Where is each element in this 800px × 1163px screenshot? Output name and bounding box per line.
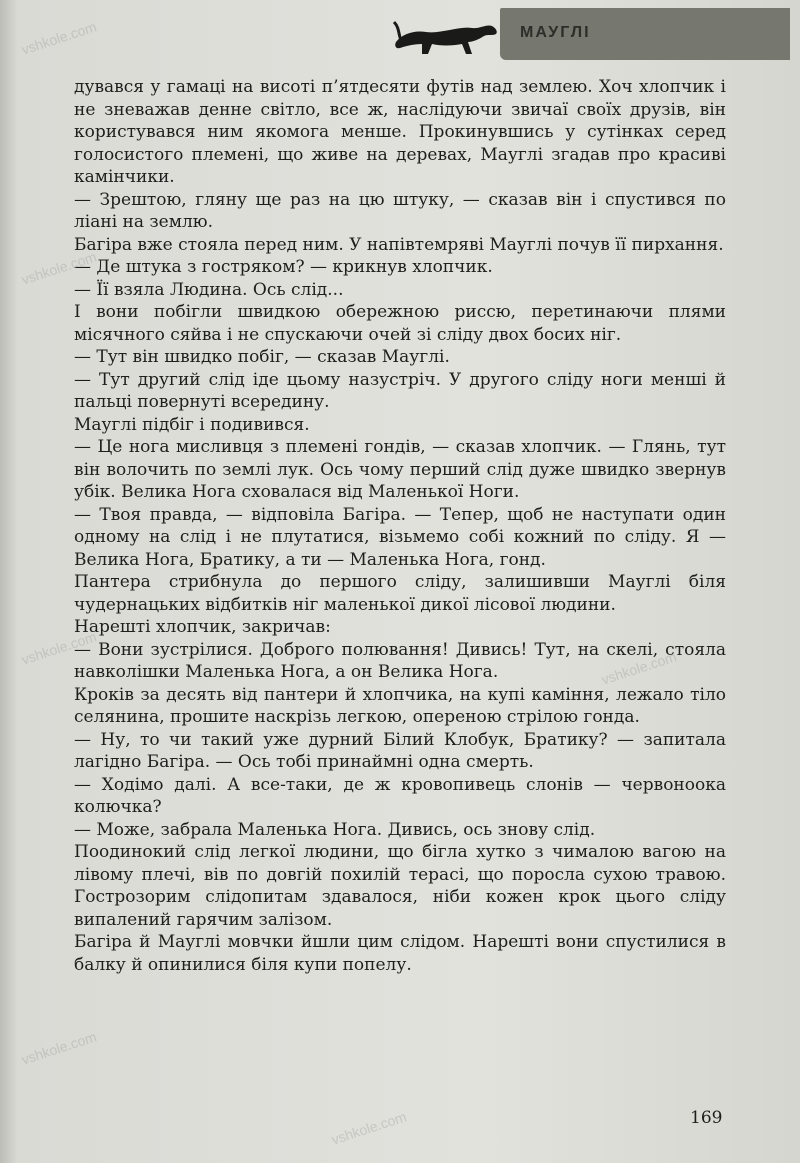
paragraph: — Вони зустрілися. Доброго полювання! Дивись! Тут, на скелі, стояла навколішки Маленька Нога, а он Велика Нога. bbox=[74, 639, 726, 682]
paragraph: Кроків за десять від пантери й хлопчика, на купі каміння, лежало тіло селянина, прошите наскрізь легкою, опереною стрілою гонда. bbox=[74, 684, 726, 727]
paragraph: — Твоя правда, — відповіла Багіра. — Тепер, щоб не наступати один одному на слід і не плутатися, візьмемо собі кожний по сліду. Я — Велика Нога, Братику, а ти — Маленька Нога, гонд. bbox=[74, 504, 726, 570]
paragraph: — Це нога мисливця з племені гондів, — сказав хлопчик. — Глянь, тут він волочить по землі лук. Ось чому перший слід дуже швидко звернув убік. Велика Нога сховалася від Маленької Ноги. bbox=[74, 437, 726, 502]
paragraph: — Тут він швидко побіг, — сказав Мауглі. bbox=[74, 347, 450, 367]
paragraph: І вони побігли швидкою обережною риссю, перетинаючи плями місячного сяйва і не спускаючи очей зі сліду двох босих ніг. bbox=[74, 302, 726, 345]
paragraph: Багіра вже стояла перед ним. У напівтемряві Мауглі почув її пирхання. bbox=[74, 234, 724, 255]
watermark: vshkole.com bbox=[19, 248, 99, 288]
paragraph: — Тут другий слід іде цьому назустріч. У другого сліду ноги менші й пальці повернуті всередину. bbox=[74, 369, 726, 412]
watermark: vshkole.com bbox=[19, 628, 99, 668]
watermark: vshkole.com bbox=[19, 18, 99, 58]
page-number: 169 bbox=[690, 1108, 723, 1128]
running-header-title: МАУГЛІ bbox=[520, 24, 591, 41]
panther-icon bbox=[392, 12, 502, 56]
paragraph: — Ну, то чи такий уже дурний Білий Клобук, Братику? — запитала лагідно Багіра. — Ось тобі принаймні одна смерть. bbox=[74, 729, 726, 772]
paragraph: Пантера стрибнула до першого сліду, залишивши Мауглі біля чудернацьких відбитків ніг маленької дикої лісової людини. bbox=[74, 572, 726, 615]
paragraph: — Зрештою, гляну ще раз на цю штуку, — сказав він і спустився по ліані на землю. bbox=[74, 189, 726, 232]
watermark: vshkole.com bbox=[19, 1028, 99, 1068]
paragraph: — Ходімо далі. А все-таки, де ж кровопивець слонів — червоноока колючка? bbox=[74, 774, 726, 817]
paragraph: Нарешті хлопчик, закричав: bbox=[74, 617, 331, 637]
paragraph: — Де штука з гостряком? — крикнув хлопчик. bbox=[74, 257, 493, 277]
watermark: vshkole.com bbox=[599, 648, 679, 688]
paragraph: Багіра й Мауглі мовчки йшли цим слідом. Нарешті вони спустилися в балку й опинилися біля купи попелу. bbox=[74, 932, 726, 975]
paragraph: Мауглі підбіг і подивився. bbox=[74, 414, 310, 435]
chapter-text bbox=[74, 76, 726, 976]
paragraph: — Її взяла Людина. Ось слід... bbox=[74, 279, 344, 300]
paragraph: Поодинокий слід легкої людини, що бігла хутко з чималою вагою на лівому плечі, вів по довгій похилій терасі, що поросла сухою травою. Гострозорим слідопитам здавалося, ніби кожен крок цього сліду випалений гарячим залізом. bbox=[74, 842, 726, 930]
paragraph: — Може, забрала Маленька Нога. Дивись, ось знову слід. bbox=[74, 819, 596, 840]
watermark: vshkole.com bbox=[329, 1108, 409, 1148]
paragraph: дувався у гамаці на висоті п’ятдесяти футів над землею. Хоч хлопчик і не зневажав денне світло, все ж, наслідуючи звичаї своїх друзів, він користувався ним якомога менше. Прокинувшись у сутінках серед голосистого племені, що живе на деревах, Мауглі згадав про красиві камінчики. bbox=[74, 77, 726, 187]
